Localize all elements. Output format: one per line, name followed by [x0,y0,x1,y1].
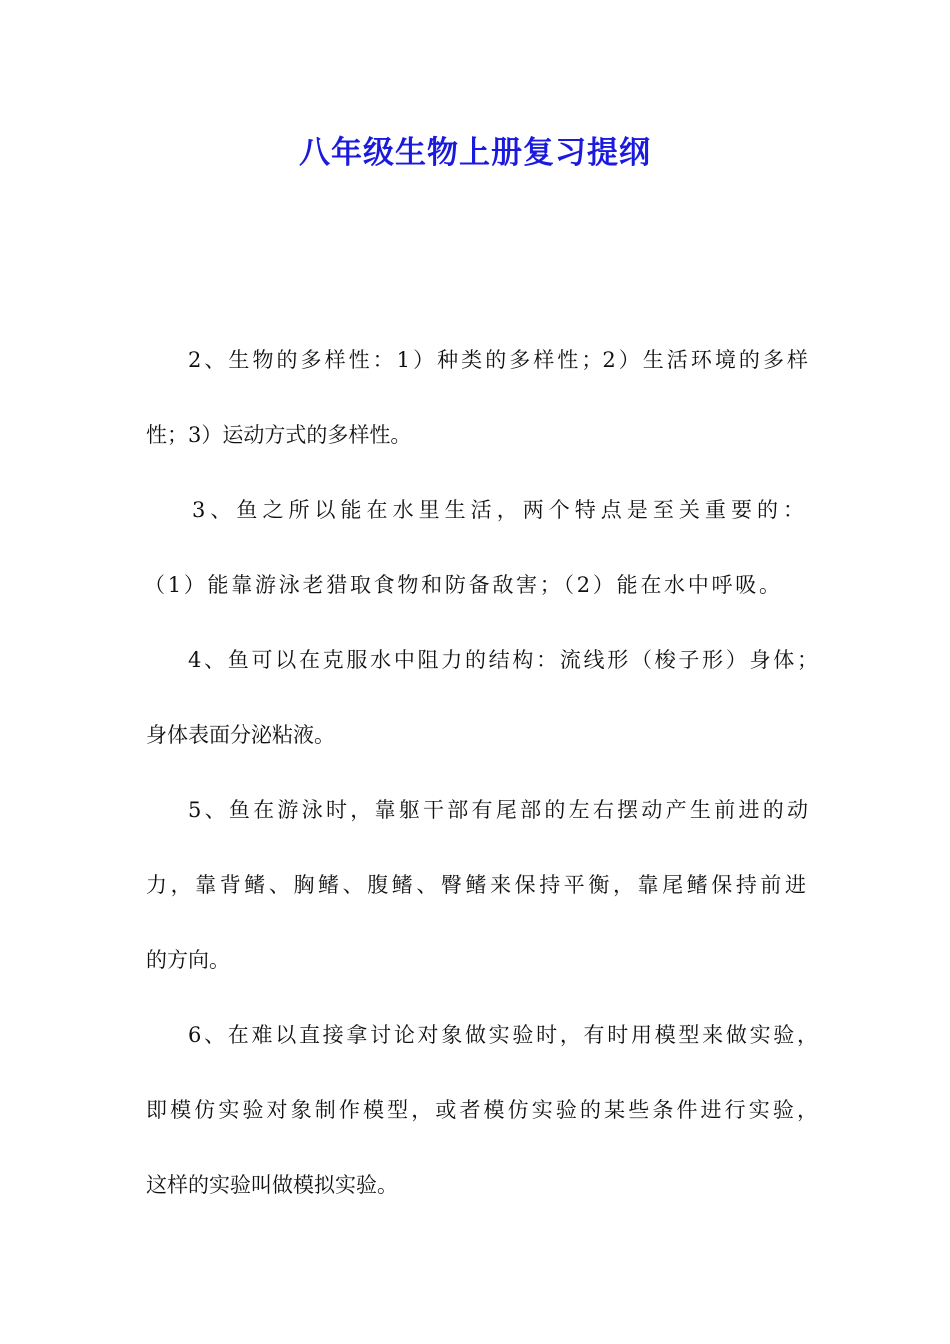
paragraph-line: 的方向。 [146,948,230,972]
paragraph-line: 5、鱼在游泳时，靠躯干部有尾部的左右摆动产生前进的动 [188,798,808,822]
paragraph-line: （1）能靠游泳老猎取食物和防备敌害；（2）能在水中呼吸。 [144,573,780,597]
paragraph-line: 2、生物的多样性：1）种类的多样性；2）生活环境的多样 [188,348,808,372]
document-title: 八年级生物上册复习提纲 [299,135,651,171]
paragraph-line: 即模仿实验对象制作模型，或者模仿实验的某些条件进行实验， [146,1098,818,1122]
paragraph-line: 6、在难以直接拿讨论对象做实验时，有时用模型来做实验， [188,1023,818,1047]
paragraph-line: 这样的实验叫做模拟实验。 [146,1173,398,1197]
paragraph-line: 3、鱼之所以能在水里生活，两个特点是至关重要的： [192,498,804,522]
paragraph-line: 4、鱼可以在克服水中阻力的结构：流线形（梭子形）身体； [188,648,818,672]
paragraph-line: 力，靠背鳍、胸鳍、腹鳍、臀鳍来保持平衡，靠尾鳍保持前进 [146,873,806,897]
paragraph-line: 身体表面分泌粘液。 [146,723,335,747]
paragraph-line: 性；3）运动方式的多样性。 [146,423,412,447]
